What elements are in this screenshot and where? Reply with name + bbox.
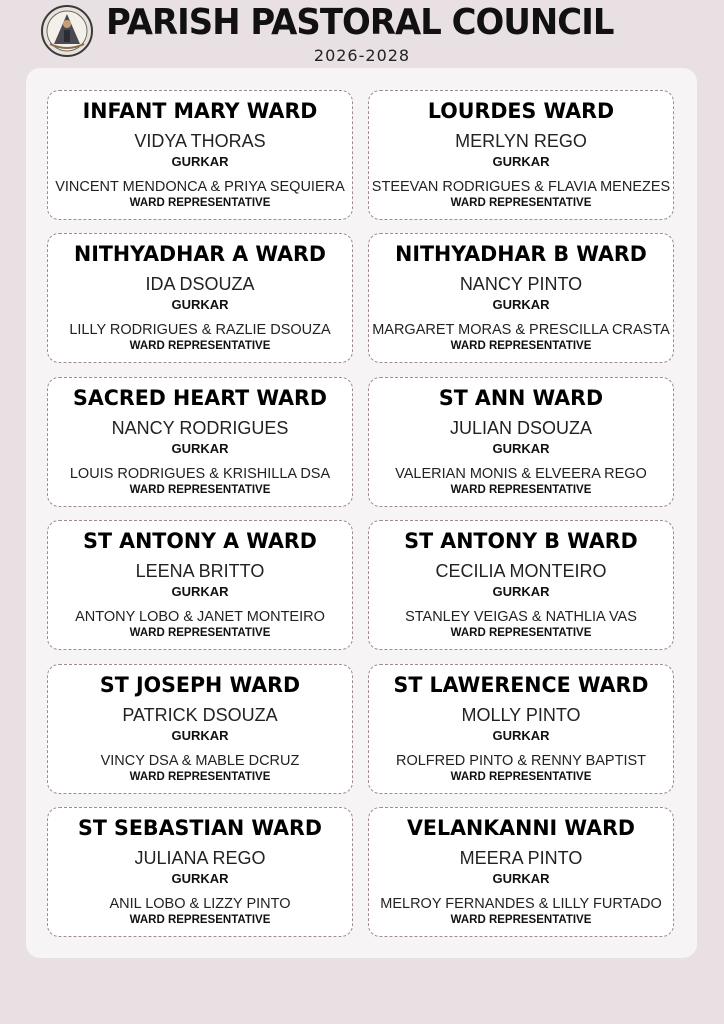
- ward-card: [47, 377, 353, 507]
- ward-representatives: LILLY RODRIGUES & RAZLIE DSOUZA: [69, 322, 331, 338]
- representative-label: WARD REPRESENTATIVE: [129, 914, 271, 926]
- ward-card: [368, 807, 674, 937]
- ward-card: [368, 377, 674, 507]
- ward-representatives: STANLEY VEIGAS & NATHLIA VAS: [405, 609, 637, 625]
- gurkar-name: JULIANA REGO: [134, 848, 266, 868]
- ward-name: NITHYADHAR B WARD: [395, 242, 647, 266]
- ward-representatives: ROLFRED PINTO & RENNY BAPTIST: [395, 753, 647, 769]
- ward-representatives: ANIL LOBO & LIZZY PINTO: [109, 896, 291, 912]
- ward-card: [368, 664, 674, 794]
- representative-label: WARD REPRESENTATIVE: [129, 484, 271, 496]
- representative-label: WARD REPRESENTATIVE: [129, 627, 271, 639]
- ward-representatives: MARGARET MORAS & PRESCILLA CRASTA: [372, 322, 670, 338]
- ward-representatives: MELROY FERNANDES & LILLY FURTADO: [380, 896, 662, 912]
- ward-name: ST LAWERENCE WARD: [393, 673, 649, 697]
- ward-name: ST ANTONY A WARD: [83, 529, 317, 553]
- gurkar-name: IDA DSOUZA: [145, 274, 255, 294]
- gurkar-name: NANCY RODRIGUES: [111, 418, 289, 438]
- gurkar-name: PATRICK DSOUZA: [122, 705, 278, 725]
- ward-card: [47, 233, 353, 363]
- representative-label: WARD REPRESENTATIVE: [129, 771, 271, 783]
- gurkar-name: JULIAN DSOUZA: [449, 418, 593, 438]
- wards-panel: [26, 68, 697, 958]
- ward-name: ST JOSEPH WARD: [99, 673, 301, 697]
- page-title: PARISH PASTORAL COUNCIL: [106, 2, 614, 43]
- representative-label: WARD REPRESENTATIVE: [450, 197, 592, 209]
- representative-label: WARD REPRESENTATIVE: [450, 771, 592, 783]
- ward-representatives: LOUIS RODRIGUES & KRISHILLA DSA: [69, 466, 331, 482]
- representative-label: WARD REPRESENTATIVE: [450, 340, 592, 352]
- representative-label: WARD REPRESENTATIVE: [450, 914, 592, 926]
- ward-card: [368, 520, 674, 650]
- ward-card: [368, 233, 674, 363]
- ward-card: [47, 807, 353, 937]
- ward-name: NITHYADHAR A WARD: [74, 242, 326, 266]
- ward-name: ST ANTONY B WARD: [404, 529, 638, 553]
- gurkar-label: GURKAR: [492, 871, 550, 886]
- gurkar-name: NANCY PINTO: [459, 274, 583, 294]
- ward-representatives: STEEVAN RODRIGUES & FLAVIA MENEZES: [371, 179, 671, 195]
- ward-card: [368, 90, 674, 220]
- ward-name: INFANT MARY WARD: [82, 99, 318, 123]
- gurkar-name: MERLYN REGO: [455, 131, 587, 151]
- ward-representatives: VINCY DSA & MABLE DCRUZ: [100, 753, 300, 769]
- gurkar-name: LEENA BRITTO: [135, 561, 265, 581]
- gurkar-name: CECILIA MONTEIRO: [435, 561, 607, 581]
- representative-label: WARD REPRESENTATIVE: [450, 484, 592, 496]
- ward-name: SACRED HEART WARD: [72, 386, 327, 410]
- gurkar-label: GURKAR: [171, 441, 229, 456]
- ward-representatives: ANTONY LOBO & JANET MONTEIRO: [75, 609, 325, 625]
- ward-name: ST ANN WARD: [438, 386, 604, 410]
- gurkar-label: GURKAR: [171, 871, 229, 886]
- gurkar-label: GURKAR: [171, 728, 229, 743]
- gurkar-label: GURKAR: [492, 297, 550, 312]
- gurkar-label: GURKAR: [492, 441, 550, 456]
- ward-representatives: VINCENT MENDONCA & PRIYA SEQUIERA: [55, 179, 345, 195]
- gurkar-label: GURKAR: [171, 584, 229, 599]
- representative-label: WARD REPRESENTATIVE: [129, 197, 271, 209]
- ward-name: LOURDES WARD: [427, 99, 615, 123]
- ward-card: [47, 90, 353, 220]
- gurkar-label: GURKAR: [492, 154, 550, 169]
- gurkar-label: GURKAR: [171, 154, 229, 169]
- ward-name: ST SEBASTIAN WARD: [78, 816, 322, 840]
- ward-card: [47, 520, 353, 650]
- gurkar-label: GURKAR: [492, 728, 550, 743]
- gurkar-label: GURKAR: [171, 297, 229, 312]
- ward-card: [47, 664, 353, 794]
- gurkar-label: GURKAR: [492, 584, 550, 599]
- gurkar-name: MOLLY PINTO: [461, 705, 581, 725]
- representative-label: WARD REPRESENTATIVE: [129, 340, 271, 352]
- gurkar-name: VIDYA THORAS: [134, 131, 266, 151]
- term-years: 2026-2028: [313, 46, 411, 65]
- representative-label: WARD REPRESENTATIVE: [450, 627, 592, 639]
- ward-representatives: VALERIAN MONIS & ELVEERA REGO: [395, 466, 647, 482]
- gurkar-name: MEERA PINTO: [459, 848, 583, 868]
- ward-name: VELANKANNI WARD: [406, 816, 636, 840]
